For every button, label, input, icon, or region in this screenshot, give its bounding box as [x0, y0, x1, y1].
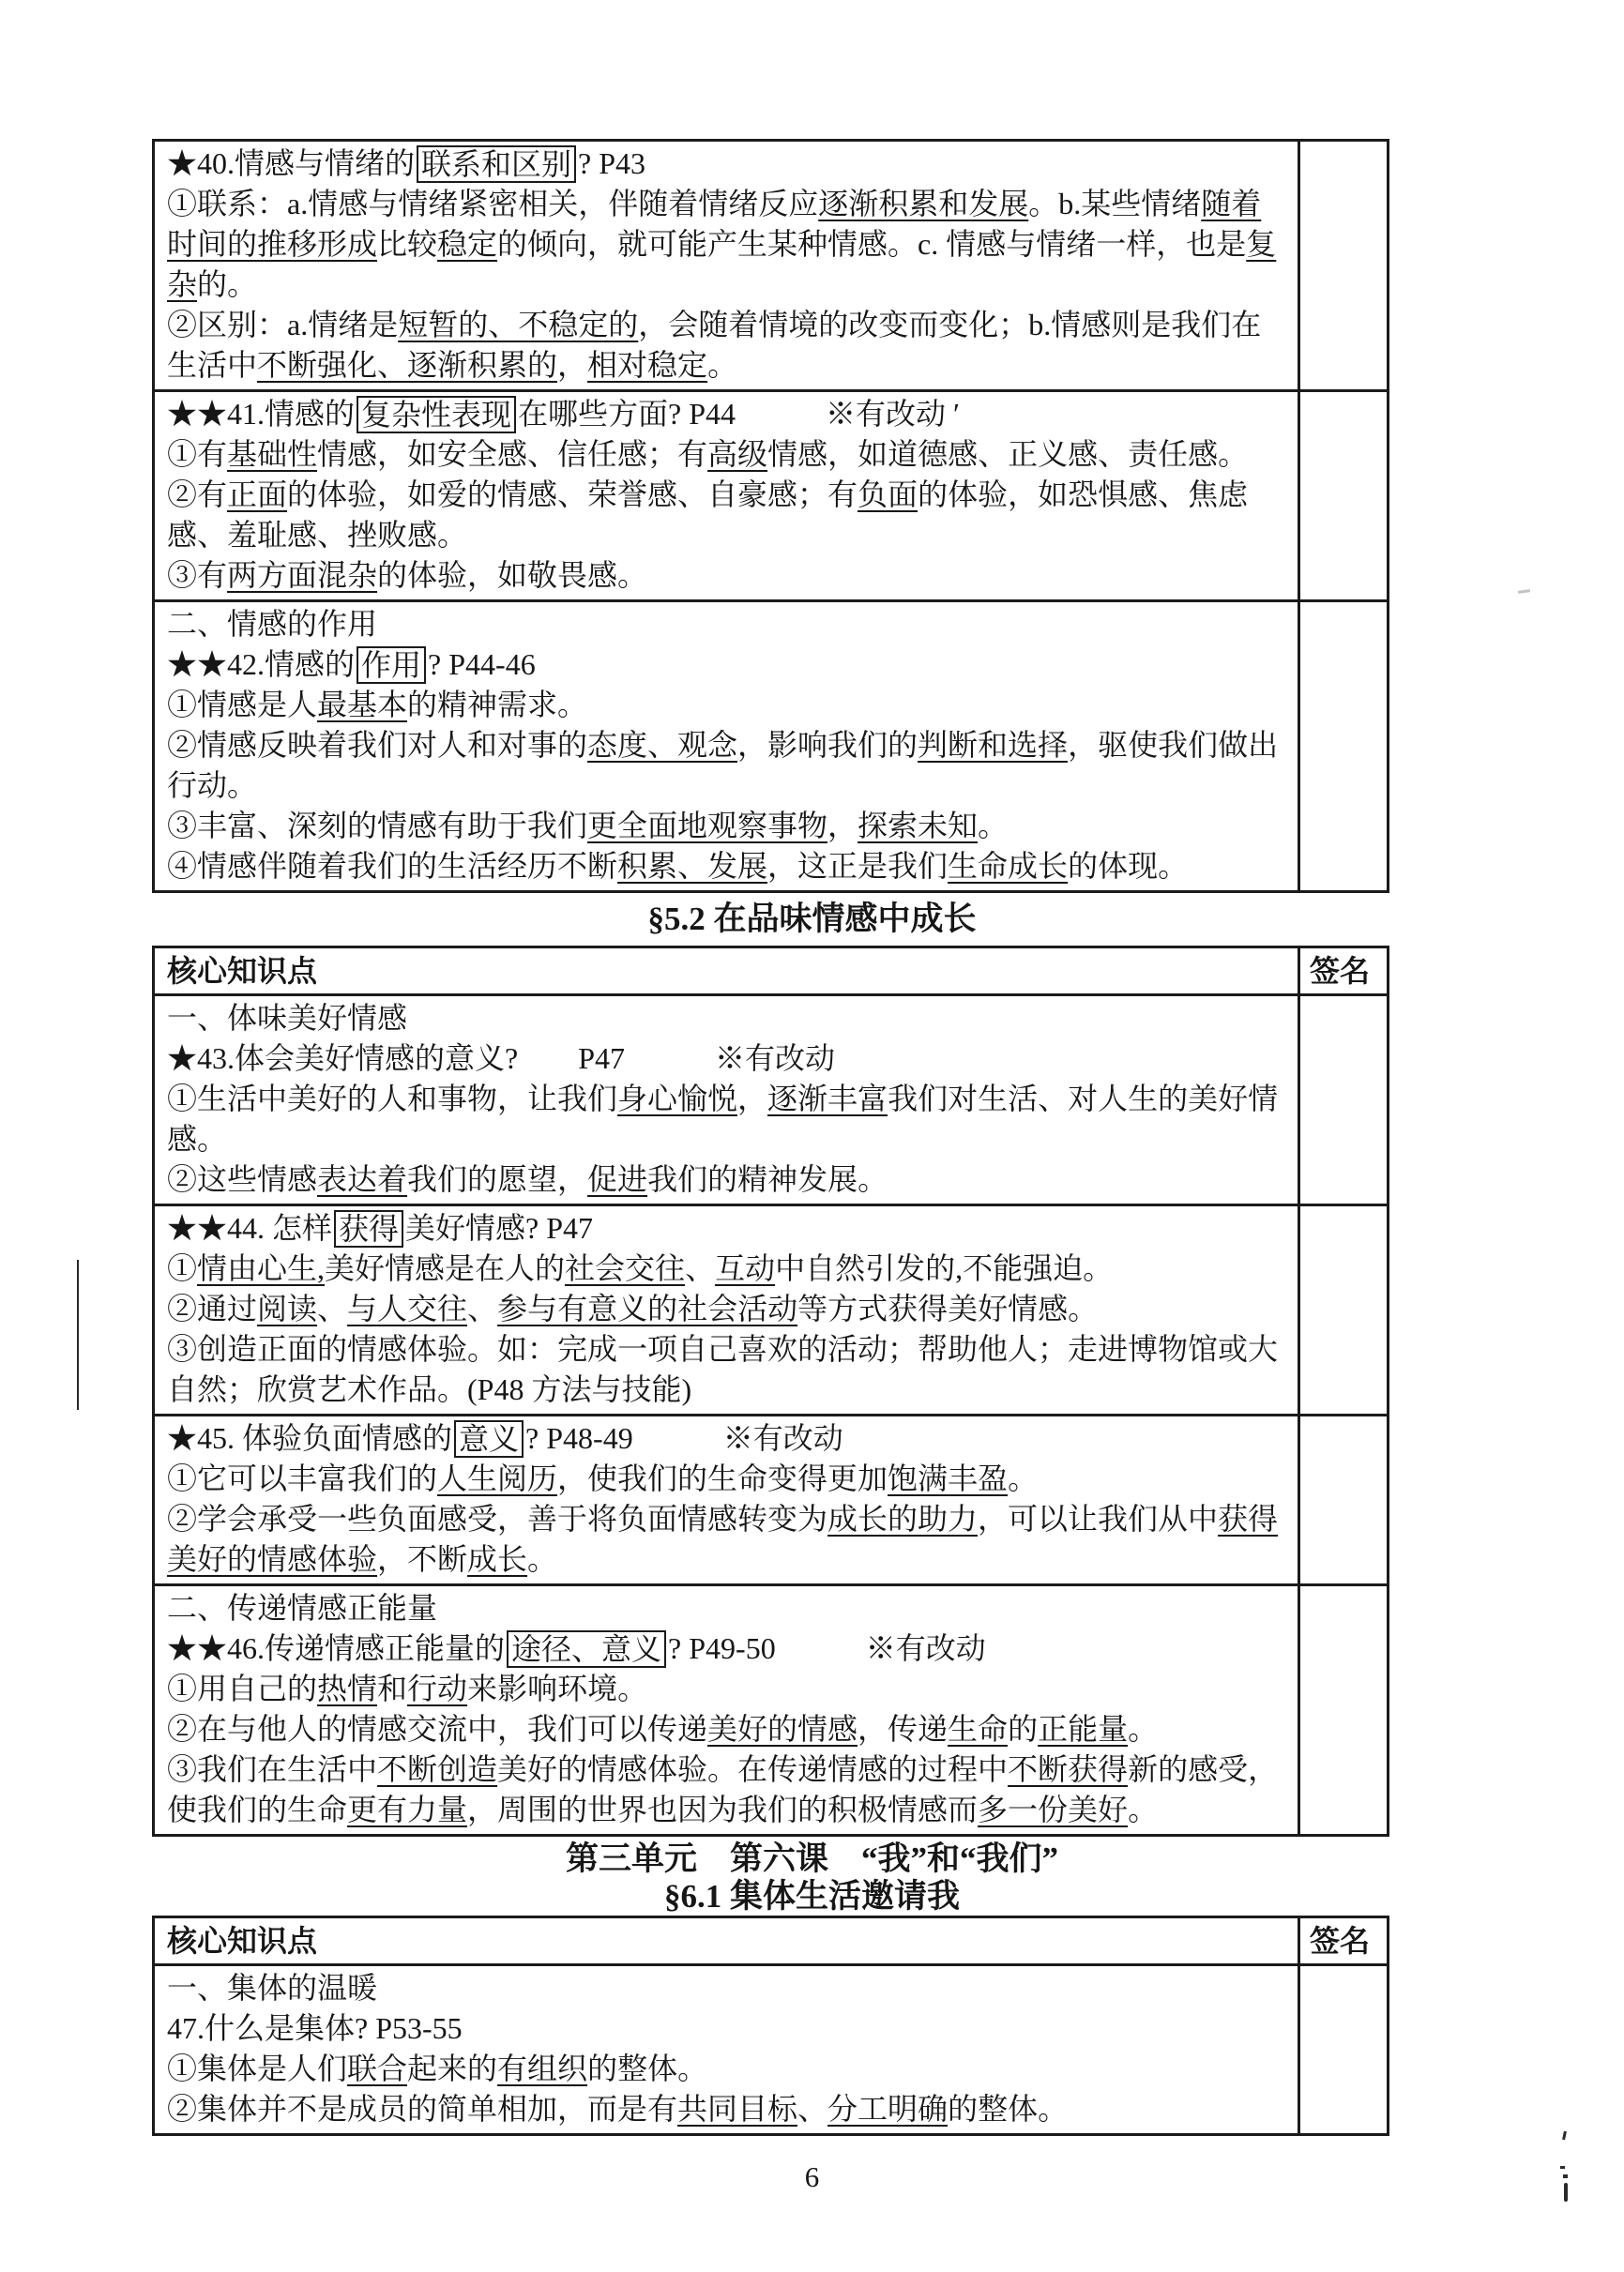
text-run: 、	[685, 1251, 716, 1285]
text-run: ②这些情感	[167, 1162, 318, 1196]
section-title-6-1: §6.1 集体生活邀请我	[663, 1878, 960, 1915]
scan-artifact-dash	[1518, 589, 1530, 594]
underlined-term: 更有力量	[347, 1793, 468, 1826]
text-run: ，周围的世界也因为我们的积极情感而	[467, 1793, 979, 1826]
text-run: ①它可以丰富我们的	[167, 1462, 438, 1495]
paragraph	[167, 475, 1288, 555]
text-run: 的	[1008, 1712, 1039, 1746]
text-run: ，	[557, 348, 588, 382]
text-run: ①联系：a.情感与情绪紧密相关，伴随着情绪反应	[167, 187, 819, 220]
text-run: ★43.体会美好情感的意义? P47 ※有改动	[167, 1041, 836, 1075]
underlined-term: 有组织	[497, 2052, 588, 2085]
table-row	[155, 142, 1387, 389]
text-run: 的整体。	[948, 2092, 1069, 2126]
text-run: ①生活中美好的人和事物，让我们	[167, 1082, 618, 1115]
underlined-term: 热情	[317, 1672, 378, 1705]
text-run: ? P43	[578, 146, 646, 180]
text-run: 的。	[197, 267, 258, 301]
table-row	[155, 389, 1387, 599]
underlined-term: 复杂	[167, 227, 1277, 301]
knowledge-cell	[155, 996, 1298, 1204]
paragraph	[167, 144, 1288, 184]
text-run: ★★46.传递情感正能量的	[167, 1631, 506, 1665]
paragraph	[167, 1329, 1288, 1410]
text-run: ②集体并不是成员的简单相加，而是有	[167, 2092, 678, 2126]
underlined-term: 互动	[715, 1251, 776, 1285]
underlined-term: 成长	[467, 1542, 528, 1576]
text-run: ★45. 体验负面情感的	[167, 1421, 453, 1455]
text-run: 起来的	[407, 2052, 498, 2085]
underlined-term: 不断强化、逐渐积累的	[257, 348, 558, 382]
paragraph	[167, 685, 1288, 725]
text-run: ，驱使我们做出行动。	[167, 728, 1279, 802]
table-row	[155, 993, 1387, 1204]
text-run: 美好的情感体验。在传递情感的过程中	[497, 1752, 1009, 1786]
signature-cell	[1298, 602, 1387, 890]
text-run: 新的感受，使我们的生命	[167, 1752, 1279, 1826]
underlined-term: 逐渐丰富	[767, 1082, 888, 1115]
text-run: 我们对生活、对人生的美好情感。	[167, 1082, 1279, 1156]
text-run: 比较	[377, 227, 438, 261]
paragraph	[167, 1459, 1288, 1499]
text-run: ①情感是人	[167, 688, 318, 721]
knowledge-table-5-1-continued	[152, 139, 1389, 893]
underlined-term: 随着时间的推移形成	[167, 187, 1262, 261]
text-run: 和	[377, 1672, 408, 1705]
underlined-term: 多一份美好	[978, 1793, 1129, 1826]
underlined-term: 稳定	[437, 227, 498, 261]
paragraph	[167, 644, 1288, 685]
signature-cell	[1298, 142, 1387, 389]
underlined-term: 更全面地观察事物	[587, 809, 828, 842]
scan-artifact-ink-dot	[1563, 2174, 1568, 2178]
knowledge-cell	[155, 1416, 1298, 1583]
unit-lesson-title: 第三单元 第六课 “我”和“我们”	[565, 1840, 1058, 1877]
table-row	[155, 1963, 1387, 2133]
underlined-term: 身心愉悦	[617, 1082, 738, 1115]
paragraph	[167, 1749, 1288, 1830]
underlined-term: 判断和选择	[918, 728, 1069, 762]
text-run: 我们的愿望，	[407, 1162, 588, 1196]
text-run: 情感，如道德感、正义感、责任感。	[767, 437, 1249, 471]
paragraph	[167, 1709, 1288, 1749]
text-run: ? P49-50 ※有改动	[668, 1631, 986, 1665]
underlined-term: 分工明确	[827, 2092, 949, 2126]
scan-artifact-ink-dot	[1560, 2166, 1565, 2169]
paragraph	[167, 1208, 1288, 1249]
knowledge-table-6-1	[152, 1916, 1389, 2136]
signature-header-cell: 签名	[1298, 1918, 1387, 1963]
text-run: ②区别：a.情绪是	[167, 308, 399, 341]
underlined-term: 探索未知	[858, 809, 979, 842]
text-run: 。	[1008, 1462, 1039, 1495]
text-run: ②学会承受一些负面感受，善于将负面情感转变为	[167, 1502, 828, 1536]
text-run: 一、体味美好情感	[167, 1001, 408, 1035]
text-run: 的体现。	[1068, 849, 1189, 883]
underlined-term: 情由心生,	[197, 1251, 326, 1285]
paragraph	[167, 1249, 1288, 1289]
text-run: ，	[827, 809, 858, 842]
underlined-term: 两方面混杂	[227, 558, 378, 592]
text-run: ，使我们的生命变得更加	[557, 1462, 888, 1495]
knowledge-header-cell: 核心知识点	[167, 954, 318, 988]
text-run: ③丰富、深刻的情感有助于我们	[167, 809, 588, 842]
text-run: 我们的精神发展。	[647, 1162, 888, 1196]
paragraph	[167, 2049, 1288, 2089]
knowledge-cell	[155, 392, 1298, 599]
underlined-term: 与人交往	[347, 1292, 468, 1325]
paragraph	[167, 394, 1288, 434]
text-run: ④情感伴随着我们的生活经历不断	[167, 849, 618, 883]
text-run: 。	[1128, 1793, 1159, 1826]
text-run: ，	[737, 1082, 768, 1115]
text-run: 来影响环境。	[467, 1672, 648, 1705]
paragraph	[167, 725, 1288, 806]
text-run: ? P44-46	[428, 647, 536, 681]
paragraph	[167, 1159, 1288, 1200]
scan-artifact-ink-bar	[1564, 2183, 1568, 2202]
text-run: ①有	[167, 437, 228, 471]
underlined-term: 正面	[227, 477, 288, 511]
paragraph	[167, 806, 1288, 846]
table-row	[155, 599, 1387, 890]
underlined-term: 逐渐积累和发展	[818, 187, 1029, 220]
boxed-term: 联系和区别	[417, 145, 576, 183]
underlined-term: 基础性	[227, 437, 318, 471]
text-run: ★40.情感与情绪的	[167, 146, 416, 180]
text-run: ，这正是我们	[767, 849, 949, 883]
text-run: 、	[467, 1292, 498, 1325]
underlined-term: 不断创造	[377, 1752, 498, 1786]
boxed-term: 意义	[454, 1420, 524, 1458]
text-run: 中自然引发的,不能强迫。	[775, 1251, 1114, 1285]
signature-cell	[1298, 996, 1387, 1204]
paragraph	[167, 2089, 1288, 2129]
paragraph	[167, 1968, 1288, 2008]
underlined-term: 相对稳定	[587, 348, 708, 382]
text-run: 二、传递情感正能量	[167, 1591, 438, 1625]
text-run: ②在与他人的情感交流中，我们可以传递	[167, 1712, 708, 1746]
text-run: 等方式获得美好情感。	[797, 1292, 1099, 1325]
underlined-term: 行动	[407, 1672, 468, 1705]
text-run: ★★41.情感的	[167, 397, 356, 431]
underlined-term: 获得美好的情感体验	[167, 1502, 1279, 1576]
text-run: 。	[707, 348, 738, 382]
text-run: 的倾向，就可能产生某种情感。c. 情感与情绪一样，也是	[497, 227, 1247, 261]
text-run: ③创造正面的情感体验。如：完成一项自己喜欢的活动；帮助他人；走进博物馆或大自然；欣赏艺术作品。(P48 方法与技能)	[167, 1332, 1279, 1406]
boxed-term: 作用	[357, 646, 426, 684]
paragraph	[167, 1289, 1288, 1329]
paragraph	[167, 184, 1288, 305]
signature-cell	[1298, 392, 1387, 599]
underlined-term: 短暂的、不稳定的	[398, 308, 639, 341]
text-run: ，影响我们的	[737, 728, 918, 762]
scan-artifact-ink-tick	[1562, 2131, 1567, 2140]
paragraph	[167, 1588, 1288, 1628]
text-run: 。	[527, 1542, 558, 1576]
knowledge-cell	[155, 602, 1298, 890]
signature-header-cell: 签名	[1298, 948, 1387, 993]
underlined-term: 饱满丰盈	[888, 1462, 1009, 1495]
text-run: ①集体是人们	[167, 2052, 348, 2085]
text-run: ，会随着情境的改变而变化；b.情感则是我们在生活中	[167, 308, 1262, 382]
text-run: 。	[978, 809, 1009, 842]
text-run: ★★42.情感的	[167, 647, 356, 681]
knowledge-cell	[155, 1206, 1298, 1414]
section-title-5-2: §5.2 在品味情感中成长	[647, 901, 977, 937]
text-run: 。b.某些情绪	[1028, 187, 1202, 220]
text-run: ? P48-49 ※有改动	[525, 1421, 843, 1455]
table-header-row	[155, 1918, 1387, 1963]
table-row	[155, 1583, 1387, 1834]
underlined-term: 共同目标	[677, 2092, 798, 2126]
underlined-term: 阅读	[257, 1292, 318, 1325]
paragraph	[167, 555, 1288, 596]
underlined-term: 生命成长	[948, 849, 1069, 883]
underlined-term: 态度、观念	[587, 728, 738, 762]
knowledge-cell	[155, 1586, 1298, 1834]
text-run: 一、集体的温暖	[167, 1971, 378, 2005]
text-run: 。	[1128, 1712, 1159, 1746]
boxed-term: 途径、意义	[507, 1630, 666, 1668]
text-run: ，传递	[858, 1712, 949, 1746]
knowledge-header-cell: 核心知识点	[167, 1924, 318, 1958]
table-row	[155, 1204, 1387, 1414]
underlined-term: 美好的情感	[707, 1712, 858, 1746]
text-run: 美好情感是在人的	[325, 1251, 566, 1285]
text-run: 、	[317, 1292, 348, 1325]
paragraph	[167, 604, 1288, 644]
paragraph	[167, 1499, 1288, 1580]
text-run: ，可以让我们从中	[978, 1502, 1219, 1536]
text-run: 47.什么是集体? P53-55	[167, 2011, 463, 2045]
signature-cell	[1298, 1416, 1387, 1583]
underlined-term: 成长的助力	[827, 1502, 979, 1536]
text-run: ②情感反映着我们对人和对事的	[167, 728, 588, 762]
knowledge-cell	[155, 142, 1298, 389]
text-run: 、	[797, 2092, 828, 2126]
underlined-term: 积累、发展	[617, 849, 768, 883]
text-run: ①	[167, 1251, 198, 1285]
text-run: 的精神需求。	[407, 688, 588, 721]
knowledge-table-5-2	[152, 946, 1389, 1837]
text-run: ③我们在生活中	[167, 1752, 378, 1786]
paragraph	[167, 846, 1288, 886]
signature-cell	[1298, 1966, 1387, 2133]
paragraph	[167, 305, 1288, 386]
text-run: 的整体。	[587, 2052, 708, 2085]
paragraph	[167, 2008, 1288, 2049]
paragraph	[167, 998, 1288, 1038]
paragraph	[167, 1079, 1288, 1159]
underlined-term: 高级	[707, 437, 768, 471]
underlined-term: 人生阅历	[437, 1462, 558, 1495]
underlined-term: 正能量	[1038, 1712, 1129, 1746]
underlined-term: 促进	[587, 1162, 648, 1196]
paragraph	[167, 1669, 1288, 1709]
text-run: ②有	[167, 477, 228, 511]
paragraph	[167, 434, 1288, 475]
underlined-term: 联合	[347, 2052, 408, 2085]
scan-artifact-fold-line	[77, 1260, 79, 1410]
boxed-term: 复杂性表现	[357, 396, 516, 433]
table-row	[155, 1414, 1387, 1583]
underlined-term: 最基本	[317, 688, 408, 721]
paragraph	[167, 1418, 1288, 1459]
text-run: 的体验，如敬畏感。	[377, 558, 648, 592]
table-header-row	[155, 948, 1387, 993]
signature-cell	[1298, 1206, 1387, 1414]
text-run: 的体验，如爱的情感、荣誉感、自豪感；有	[287, 477, 858, 511]
underlined-term: 社会交往	[565, 1251, 686, 1285]
knowledge-cell	[155, 1966, 1298, 2133]
text-run: 美好情感? P47	[405, 1211, 594, 1245]
text-run: 在哪些方面? P44 ※有改动 ′	[518, 397, 961, 431]
underlined-term: 生命	[948, 1712, 1009, 1746]
text-run: 二、情感的作用	[167, 607, 378, 641]
text-run: ③有	[167, 558, 228, 592]
text-run: ，不断	[377, 1542, 468, 1576]
text-run: ①用自己的	[167, 1672, 318, 1705]
text-run: 情感，如安全感、信任感；有	[317, 437, 708, 471]
underlined-term: 参与有意义的社会活动	[497, 1292, 798, 1325]
text-run: 的体验，如恐惧感、焦虑感、羞耻感、挫败感。	[167, 477, 1249, 552]
underlined-term: 不断获得	[1008, 1752, 1129, 1786]
underlined-term: 表达着	[317, 1162, 408, 1196]
paragraph	[167, 1038, 1288, 1079]
text-run: ★★44. 怎样	[167, 1211, 333, 1245]
signature-cell	[1298, 1586, 1387, 1834]
underlined-term: 负面	[858, 477, 918, 511]
paragraph	[167, 1628, 1288, 1669]
page-number: 6	[804, 2160, 820, 2193]
text-run: ②通过	[167, 1292, 258, 1325]
boxed-term: 获得	[334, 1210, 403, 1248]
